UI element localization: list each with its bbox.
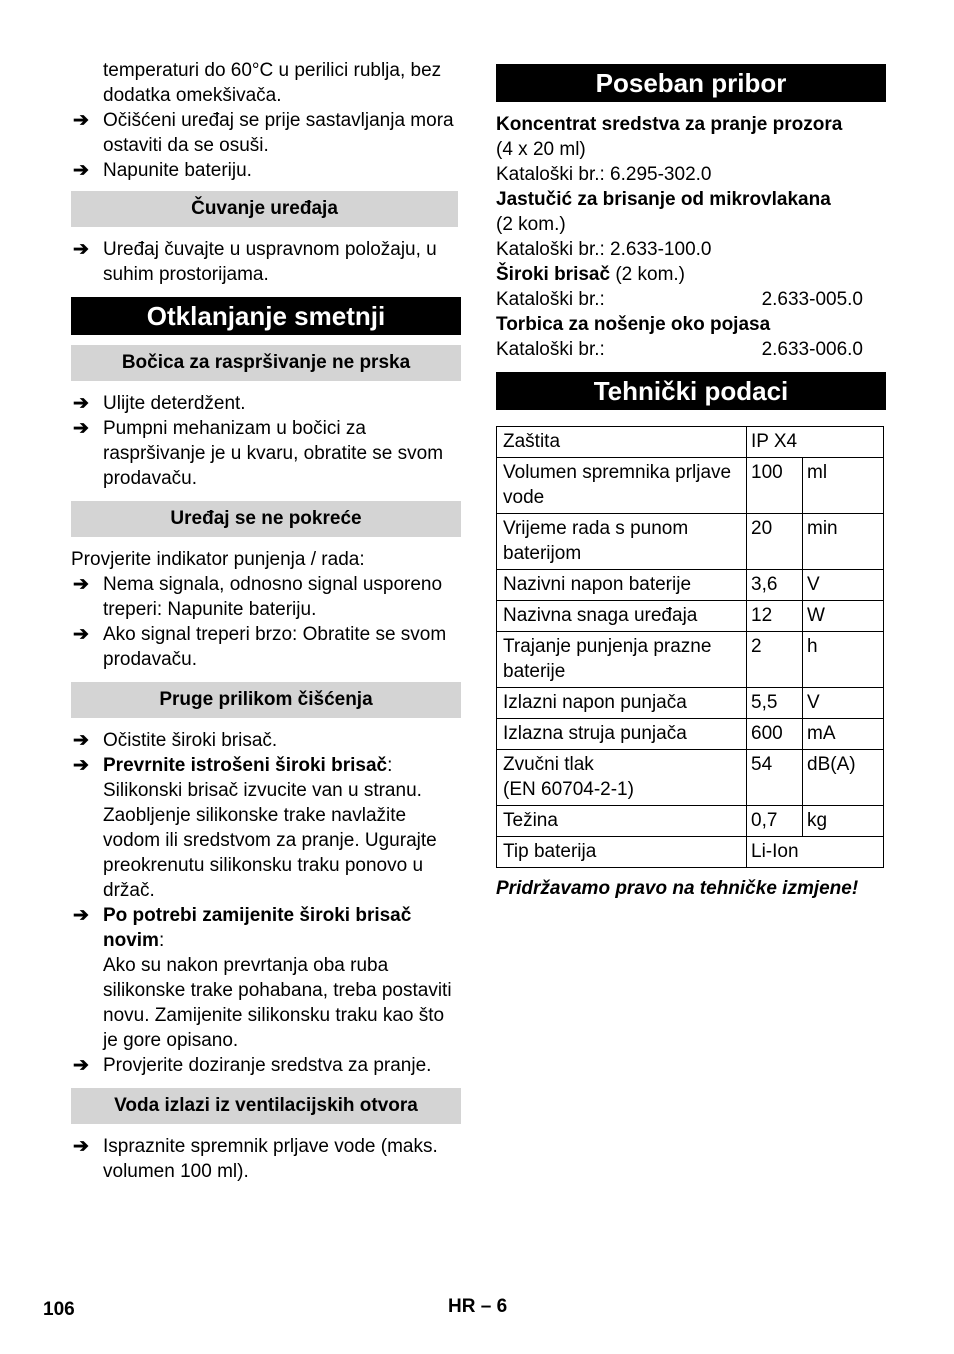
table-cell-value: 600	[747, 719, 803, 750]
accessory-name: Torbica za nošenje oko pojasa	[496, 314, 771, 335]
table-cell-label: Nazivna snaga uređaja	[497, 601, 747, 632]
arrow-right-icon: ➔	[73, 393, 89, 414]
list-item: ➔ Po potrebi zamijenite široki brisač novim: Ako su nakon prevrtanja oba ruba silikonske trake pohabana, treba postaviti novu. Zamijenite silikonsku traku kao što je gore opisano.	[73, 905, 452, 1051]
table-row	[497, 688, 884, 719]
accessory-catalog: Kataloški br.: 2.633-100.0	[496, 239, 712, 260]
accessory-name: Koncentrat sredstva za pranje prozora	[496, 114, 843, 135]
table-cell-label: Izlazna struja punjača	[497, 719, 747, 750]
table-cell-unit: h	[803, 632, 884, 688]
accessory-catalog: Kataloški br.: 2.633-006.0	[496, 339, 863, 360]
right-column	[496, 54, 886, 901]
list-item: ➔ Pumpni mehanizam u bočici za raspršivanje je u kvaru, obratite se svom prodavaču.	[73, 418, 444, 489]
section-heading-spray: Bočica za raspršivanje ne prska	[71, 345, 461, 381]
accessory-line: Široki brisač (2 kom.)	[496, 264, 686, 285]
table-cell-unit: dB(A)	[803, 750, 884, 806]
list-item: ➔ Napunite bateriju.	[73, 160, 252, 181]
arrow-right-icon: ➔	[73, 1055, 89, 1076]
table-cell-label: Trajanje punjenja prazne baterije	[497, 632, 747, 688]
table-row	[497, 837, 884, 868]
table-row	[497, 514, 884, 570]
table-cell-unit: V	[803, 688, 884, 719]
list-item: ➔ Provjerite doziranje sredstva za pranje.	[73, 1055, 432, 1076]
arrow-right-icon: ➔	[73, 624, 89, 645]
troubleshooting-title: Otklanjanje smetnji	[71, 297, 461, 335]
list-item: ➔ Očišćeni uređaj se prije sastavljanja mora ostaviti da se osuši.	[73, 110, 454, 156]
table-cell-label: Nazivni napon baterije	[497, 570, 747, 601]
list-item: ➔ Ako signal treperi brzo: Obratite se svom prodavaču.	[73, 624, 447, 670]
section-heading-storage: Čuvanje uređaja	[71, 191, 458, 227]
list-item: ➔ Prevrnite istrošeni široki brisač: Silikonski brisač izvucite van u stranu. Zaobljenje silikonske trake navlažite vodom ili sredstvom za pranje. Ugurajte preokrenutu silikonsku traku ponovo u držač.	[73, 755, 437, 901]
accessory-catalog: Kataloški br.: 6.295-302.0	[496, 164, 712, 185]
list-item: ➔ Nema signala, odnosno signal usporeno treperi: Napunite bateriju.	[73, 574, 443, 620]
table-cell-label: Zaštita	[497, 427, 747, 458]
table-cell-unit: W	[803, 601, 884, 632]
list-item: ➔ Uređaj čuvajte u uspravnom položaju, u suhim prostorijama.	[73, 239, 437, 285]
table-cell-value: 100	[747, 458, 803, 514]
arrow-right-icon: ➔	[73, 1136, 89, 1157]
table-row	[497, 458, 884, 514]
accessories-title: Poseban pribor	[496, 64, 886, 102]
tech-data-table	[496, 426, 884, 868]
table-cell-unit: kg	[803, 806, 884, 837]
table-cell-unit: V	[803, 570, 884, 601]
accessory-catalog: Kataloški br.: 2.633-005.0	[496, 289, 863, 310]
table-row	[497, 632, 884, 688]
arrow-right-icon: ➔	[73, 730, 89, 751]
arrow-right-icon: ➔	[73, 239, 89, 260]
table-cell-label: Zvučni tlak (EN 60704-2-1)	[497, 750, 747, 806]
section-heading-vent: Voda izlazi iz ventilacijskih otvora	[71, 1088, 461, 1124]
language-page-label: HR – 6	[448, 1296, 508, 1317]
table-cell-value: 54	[747, 750, 803, 806]
table-cell-label: Tip baterija	[497, 837, 747, 868]
accessory-qty: (4 x 20 ml)	[496, 139, 586, 160]
table-row	[497, 427, 884, 458]
table-cell-label: Volumen spremnika prljave vode	[497, 458, 747, 514]
table-cell-unit: min	[803, 514, 884, 570]
list-item: ➔ Ispraznite spremnik prljave vode (maks. volumen 100 ml).	[73, 1136, 438, 1182]
accessory-name: Jastučić za brisanje od mikrovlakana	[496, 189, 831, 210]
list-item: ➔ Ulijte deterdžent.	[73, 393, 246, 414]
table-cell-value: 3,6	[747, 570, 803, 601]
table-row	[497, 719, 884, 750]
table-cell-value: Li-Ion	[747, 837, 884, 868]
table-cell-label: Vrijeme rada s punom baterijom	[497, 514, 747, 570]
table-cell-unit: ml	[803, 458, 884, 514]
page-number: 106	[43, 1299, 75, 1320]
table-cell-value: 20	[747, 514, 803, 570]
table-row	[497, 806, 884, 837]
arrow-right-icon: ➔	[73, 160, 89, 181]
table-row	[497, 601, 884, 632]
table-cell-unit: mA	[803, 719, 884, 750]
list-item: ➔ Očistite široki brisač.	[73, 730, 278, 751]
table-row	[497, 570, 884, 601]
section-heading-streaks: Pruge prilikom čišćenja	[71, 682, 461, 718]
accessory-qty: (2 kom.)	[496, 214, 566, 235]
table-cell-value: 2	[747, 632, 803, 688]
left-column	[71, 58, 461, 1184]
arrow-right-icon: ➔	[73, 418, 89, 439]
table-cell-value: 0,7	[747, 806, 803, 837]
intro-continuation: temperaturi do 60°C u perilici rublja, bez dodatka omekšivača.	[103, 60, 442, 106]
start-intro: Provjerite indikator punjenja / rada:	[71, 549, 365, 570]
table-cell-label: Težina	[497, 806, 747, 837]
tech-data-title: Tehnički podaci	[496, 372, 886, 410]
table-cell-value: IP X4	[747, 427, 884, 458]
table-cell-label: Izlazni napon punjača	[497, 688, 747, 719]
arrow-right-icon: ➔	[73, 755, 89, 776]
arrow-right-icon: ➔	[73, 574, 89, 595]
table-cell-value: 5,5	[747, 688, 803, 719]
table-cell-value: 12	[747, 601, 803, 632]
arrow-right-icon: ➔	[73, 110, 89, 131]
section-heading-start: Uređaj se ne pokreće	[71, 501, 461, 537]
arrow-right-icon: ➔	[73, 905, 89, 926]
disclaimer-note: Pridržavamo pravo na tehničke izmjene!	[496, 878, 859, 899]
table-row	[497, 750, 884, 806]
